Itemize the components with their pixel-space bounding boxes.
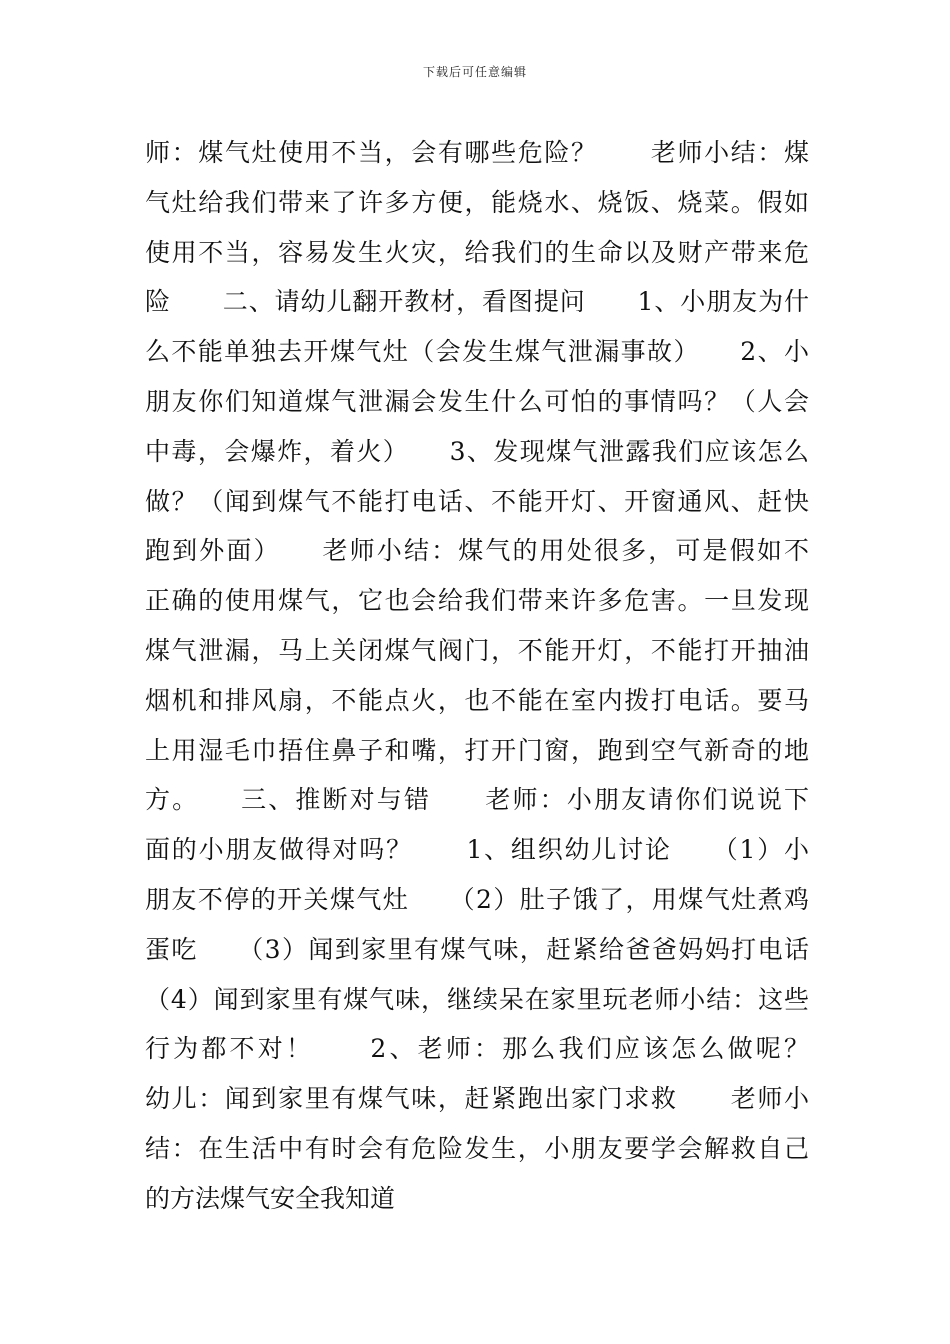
body-line-22: 的方法煤气安全我知道: [145, 1183, 396, 1213]
body-line-11: 煤气泄漏，马上关闭煤气阀门，不能开灯，不能打开抽油: [145, 635, 809, 665]
body-line-8: 做？（闻到煤气不能打电话、不能开灯、开窗通风、赶快: [145, 486, 809, 516]
body-line-17: 蛋吃 （3）闻到家里有煤气味，赶紧给爸爸妈妈打电话: [145, 934, 809, 964]
body-line-5: 么不能单独去开煤气灶（会发生煤气泄漏事故） 2、小: [145, 337, 809, 367]
body-line-19: 行为都不对！ 2、老师：那么我们应该怎么做呢？: [145, 1034, 809, 1064]
body-line-3: 使用不当，容易发生火灾，给我们的生命以及财产带来危: [145, 237, 809, 267]
body-line-10: 正确的使用煤气，它也会给我们带来许多危害。一旦发现: [145, 586, 809, 616]
document-body: [145, 128, 809, 1224]
body-line-20: 幼儿：闻到家里有煤气味，赶紧跑出家门求救 老师小: [145, 1084, 809, 1114]
body-line-12: 烟机和排风扇，不能点火，也不能在室内拨打电话。要马: [145, 685, 809, 715]
body-line-13: 上用湿毛巾捂住鼻子和嘴，打开门窗，跑到空气新奇的地: [145, 735, 809, 765]
body-line-21: 结：在生活中有时会有危险发生，小朋友要学会解救自己: [145, 1133, 809, 1163]
body-line-16: 朋友不停的开关煤气灶 （2）肚子饿了，用煤气灶煮鸡: [145, 884, 809, 914]
body-line-7: 中毒，会爆炸，着火） 3、发现煤气泄露我们应该怎么: [145, 436, 809, 466]
body-line-4: 险 二、请幼儿翻开教材，看图提问 1、小朋友为什: [145, 287, 809, 317]
body-line-14: 方。 三、推断对与错 老师：小朋友请你们说说下: [145, 785, 809, 815]
body-line-2: 气灶给我们带来了许多方便，能烧水、烧饭、烧菜。假如: [145, 187, 809, 217]
body-line-1: 师：煤气灶使用不当，会有哪些危险？ 老师小结：煤: [145, 138, 809, 167]
body-line-18: （4）闻到家里有煤气味，继续呆在家里玩老师小结：这些: [145, 984, 809, 1014]
body-line-9: 跑到外面） 老师小结：煤气的用处很多，可是假如不: [145, 536, 809, 566]
body-line-6: 朋友你们知道煤气泄漏会发生什么可怕的事情吗？（人会: [145, 386, 809, 416]
body-line-15: 面的小朋友做得对吗？ 1、组织幼儿讨论 （1）小: [145, 835, 809, 865]
page-header: 下载后可任意编辑: [422, 65, 527, 79]
